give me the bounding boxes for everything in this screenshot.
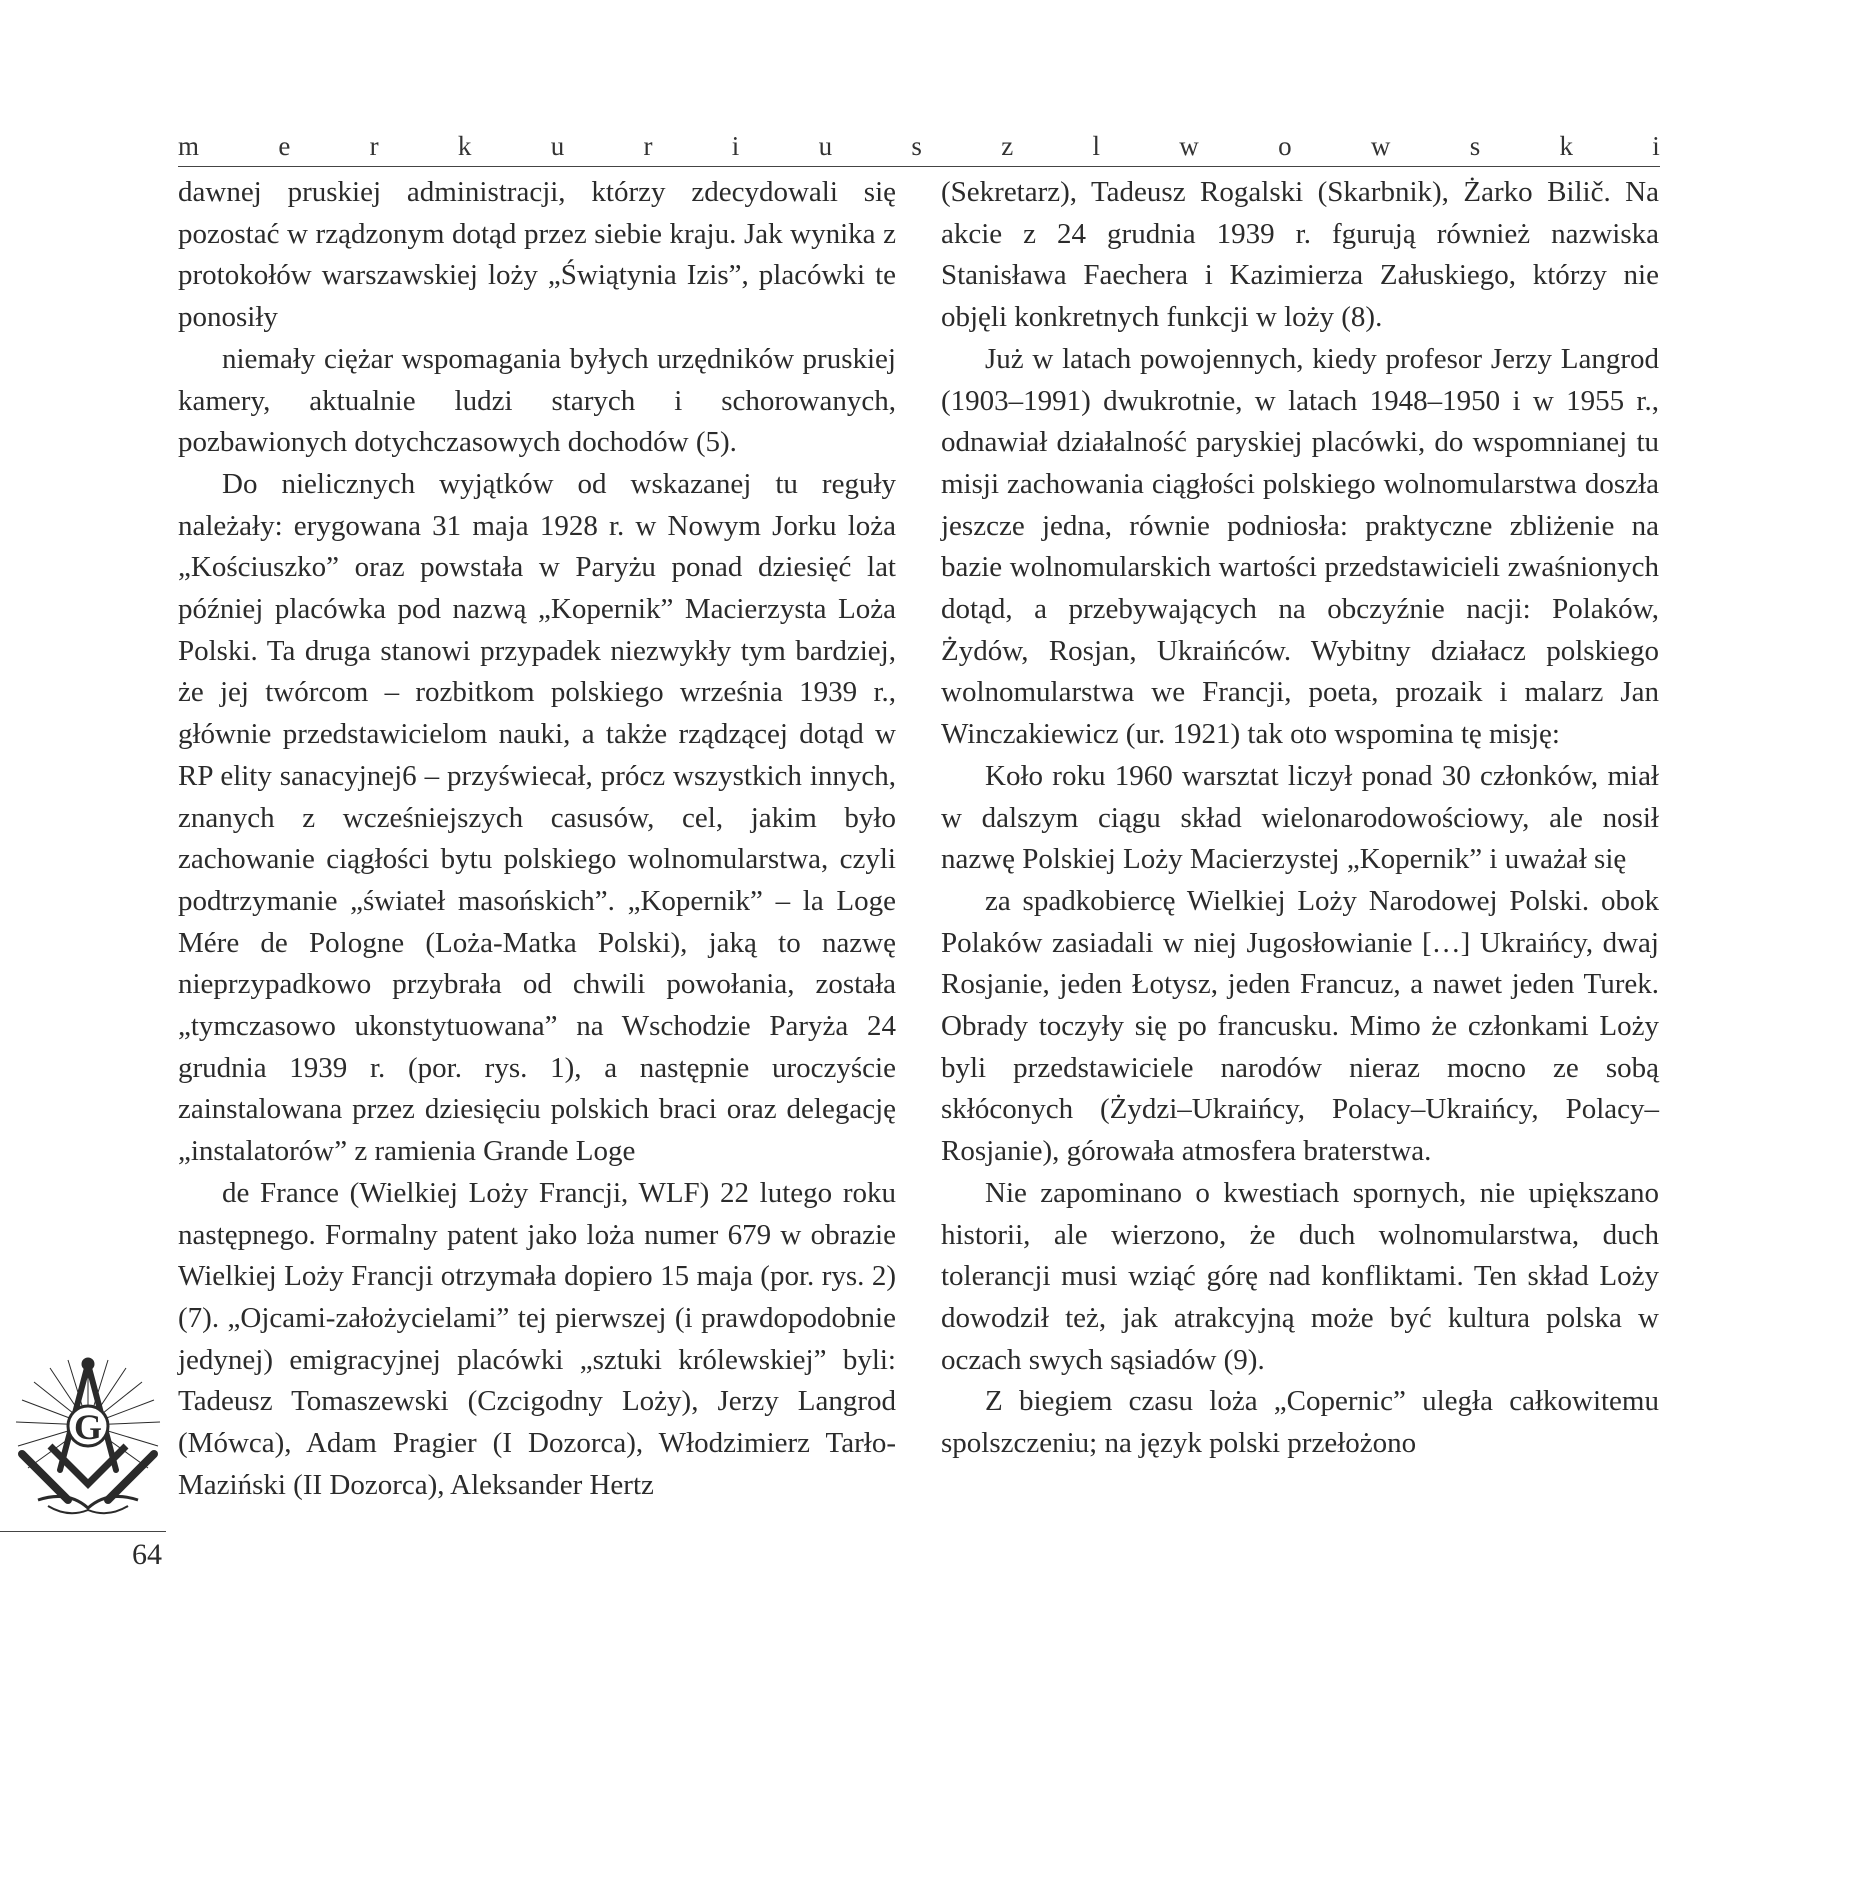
masonic-emblem-icon: [8, 1350, 168, 1520]
paragraph: Do nielicznych wyjątków od wskazanej tu reguły należały: erygowana 31 maja 1928 r. w Nowym Jorku loża „Kościuszko” oraz powstała w Paryżu ponad dziesięć lat później placówka pod nazwą „Kopernik” Macierzysta Loża Polski. Ta druga stanowi przypadek niezwykły tym bardziej, że jej twórcom – rozbitkom polskiego września 1939 r., głównie przedstawicielom nauki, a także rządzącej dotąd w RP elity sanacyjnej6 – przyświecał, prócz wszystkich innych, znanych z wcześniejszych casusów, cel, jakim było zachowanie ciągłości bytu polskiego wolnomularstwa, czyli podtrzymanie „świateł masońskich”. „Kopernik” – la Loge Mére de Pologne (Loża-Matka Polski), jaką to nazwę nieprzypadkowo przybrała od chwili powołania, została „tymczasowo ukonstytuowana” na Wschodzie Paryża 24 grudnia 1939 r. (por. rys. 1), a następnie uroczyście zainstalowana przez dziesięciu polskich braci oraz delegację „instalatorów” z ramienia Grande Loge: [178, 467, 896, 1168]
running-header: [178, 126, 1660, 166]
header-letter: i: [1652, 131, 1660, 161]
header-letter: w: [1370, 131, 1391, 161]
header-letter: s: [911, 131, 922, 161]
header-letter: u: [818, 131, 833, 161]
paragraph: dawnej pruskiej administracji, którzy zdecydowali się pozostać w rządzonym dotąd przez siebie kraju. Jak wynika z protokołów warszawskiej loży „Świątynia Izis”, placówki te ponosiły: [178, 176, 896, 334]
paragraph: Z biegiem czasu loża „Copernic” uległa całkowitemu spolszczeniu; na język polski przełożono: [941, 1385, 1659, 1460]
header-letter: k: [457, 131, 472, 161]
header-letter: r: [643, 131, 653, 161]
header-rule: [178, 166, 1660, 167]
block-quote: Koło roku 1960 warsztat liczył ponad 30 członków, miał w dalszym ciągu skład wielonarodowościowy, ale nosił nazwę Polskiej Loży Macierzystej „Kopernik” i uważał się: [941, 759, 1659, 876]
right-column: [941, 172, 1659, 1465]
header-letter: e: [278, 131, 291, 161]
emblem-letter: G: [73, 1407, 103, 1447]
header-letter: m: [178, 131, 200, 161]
paragraph: de France (Wielkiej Loży Francji, WLF) 22 lutego roku następnego. Formalny patent jako loża numer 679 w obrazie Wielkiej Loży Francji otrzymała dopiero 15 maja (por. rys. 2) (7). „Ojcami-założycielami” tej pierwszej (i prawdopodobnie jedynej) emigracyjnej placówki „sztuki królewskiej” byli: Tadeusz Tomaszewski (Czcigodny Loży), Jerzy Langrod (Mówca), Adam Pragier (I Dozorca), Włodzimierz Tarło-Maziński (II Dozorca), Aleksander Hertz: [178, 1176, 896, 1501]
header-letter: w: [1179, 131, 1199, 161]
header-letter: r: [369, 131, 379, 161]
header-letter: i: [731, 131, 740, 161]
header-letter: u: [550, 131, 565, 161]
page-number: 64: [132, 1538, 162, 1571]
paragraph: niemały ciężar wspomagania byłych urzędników pruskiej kamery, aktualnie ludzi starych i schorowanych, pozbawionych dotychczasowych dochodów (5).: [178, 342, 896, 459]
header-letter: k: [1559, 131, 1573, 161]
block-quote: Nie zapominano o kwestiach spornych, nie upiększano historii, ale wierzono, że duch wolnomularstwa, duch tolerancji musi wziąć górę nad konfliktami. Ten skład Loży dowodził też, jak atrakcyjną może być kultura polska w oczach swych sąsiadów (9).: [941, 1176, 1659, 1376]
left-column: [178, 172, 896, 1507]
header-letter: s: [1469, 131, 1481, 161]
header-letter: o: [1278, 131, 1292, 161]
header-letter: l: [1092, 131, 1100, 161]
paragraph: (Sekretarz), Tadeusz Rogalski (Skarbnik), Żarko Bilič. Na akcie z 24 grudnia 1939 r. fgurują również nazwiska Stanisława Faechera i Kazimierza Załuskiego, którzy nie objęli konkretnych funkcji w loży (8).: [941, 176, 1659, 334]
header-letter: z: [1001, 131, 1014, 161]
paragraph: Już w latach powojennych, kiedy profesor Jerzy Langrod (1903–1991) dwukrotnie, w latach 1948–1950 i w 1955 r., odnawiał działalność paryskiej placówki, do wspomnianej tu misji zachowania ciągłości polskiego wolnomularstwa doszła jeszcze jedna, równie podniosła: praktyczne zbliżenie na bazie wolnomularskich wartości przedstawicieli zwaśnionych dotąd, a przebywających na obczyźnie nacji: Polaków, Żydów, Rosjan, Ukraińców. Wybitny działacz polskiego wolnomularstwa we Francji, poeta, prozaik i malarz Jan Winczakiewicz (ur. 1921) tak oto wspomina tę misję:: [941, 342, 1659, 751]
block-quote: za spadkobiercę Wielkiej Loży Narodowej Polski. obok Polaków zasiadali w niej Jugosłowianie […] Ukraińcy, dwaj Rosjanie, jeden Łotysz, jeden Francuz, a nawet jeden Turek. Obrady toczyły się po francusku. Mimo że członkami Loży byli przedstawiciele narodów nieraz mocno ze sobą skłóconych (Żydzi–Ukraińcy, Polacy–Ukraińcy, Polacy–Rosjanie), górowała atmosfera braterstwa.: [941, 884, 1659, 1168]
